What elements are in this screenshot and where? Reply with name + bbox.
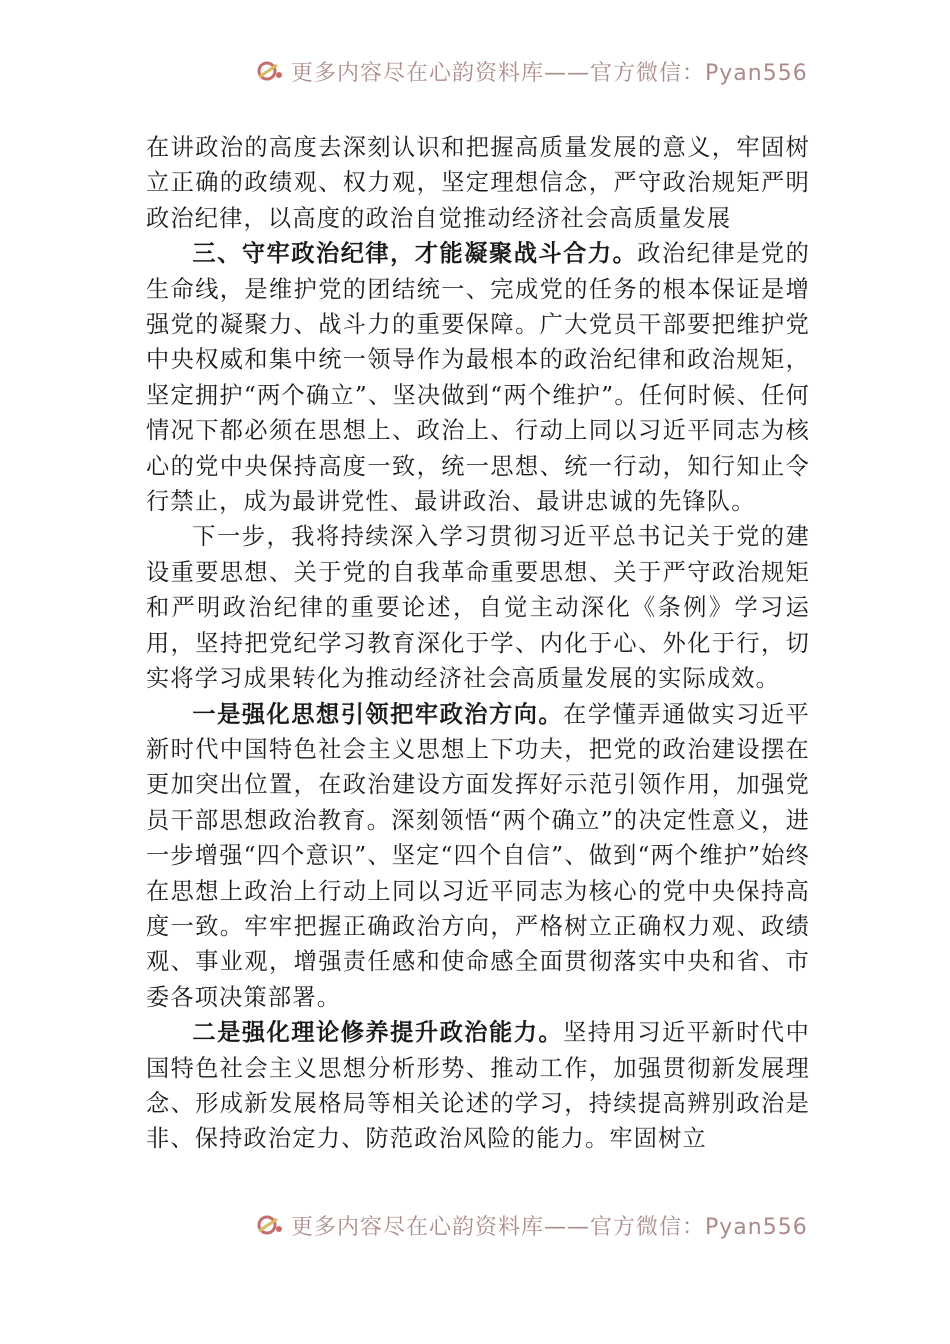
watermark-logo-icon [255, 1213, 285, 1237]
watermark-text: 更多内容尽在心韵资料库——官方微信：Pyan556 [291, 60, 808, 86]
paragraph-3-text: 下一步，我将持续深入学习贯彻习近平总书记关于党的建设重要思想、关于党的自我革命重要思想、关于严守政治规矩和严明政治纪律的重要论述，自觉主动深化《条例》学习运用，坚持把党纪学习教育深化于学、内化于心、外化于行，切实将学习成果转化为推动经济社会高质量发展的实际成效。 [146, 523, 810, 693]
paragraph-5 [146, 1015, 810, 1157]
paragraph-4-heading: 一是强化思想引领把牢政治方向。 [192, 700, 564, 728]
paragraph-3 [146, 519, 810, 696]
paragraph-5-text: 坚持用习近平新时代中国特色社会主义思想分析形势、推动工作，加强贯彻新发展理念、形成新发展格局等相关论述的学习，持续提高辨别政治是非、保持政治定力、防范政治风险的能力。牢固树立 [146, 1019, 811, 1153]
paragraph-5-heading: 二是强化理论修养提升政治能力。 [192, 1019, 564, 1047]
paragraph-1 [146, 130, 810, 236]
watermark-header [255, 56, 808, 86]
watermark-logo-icon [255, 59, 285, 83]
paragraph-2 [146, 236, 810, 519]
paragraph-4 [146, 697, 810, 1016]
paragraph-1-text: 在讲政治的高度去深刻认识和把握高质量发展的意义，牢固树立正确的政绩观、权力观，坚定理想信念，严守政治规矩严明政治纪律，以高度的政治自觉推动经济社会高质量发展 [146, 134, 810, 232]
paragraph-2-heading: 三、守牢政治纪律，才能凝聚战斗合力。 [192, 240, 638, 268]
watermark-text: 更多内容尽在心韵资料库——官方微信：Pyan556 [291, 1214, 808, 1240]
paragraph-4-text: 在学懂弄通做实习近平新时代中国特色社会主义思想上下功夫，把党的政治建设摆在更加突出位置，在政治建设方面发挥好示范引领作用，加强党员干部思想政治教育。深刻领悟“两个确立”的决定性意义，进一步增强“四个意识”、坚定“四个自信”、做到“两个维护”始终在思想上政治上行动上同以习近平同志为核心的党中央保持高度一致。牢牢把握正确政治方向，严格树立正确权力观、政绩观、事业观，增强责任感和使命感全面贯彻落实中央和省、市委各项决策部署。 [146, 700, 811, 1011]
watermark-footer [255, 1210, 808, 1240]
paragraph-2-text: 政治纪律是党的生命线，是维护党的团结统一、完成党的任务的根本保证是增强党的凝聚力、战斗力的重要保障。广大党员干部要把维护党中央权威和集中统一领导作为最根本的政治纪律和政治规矩，坚定拥护“两个确立”、坚决做到“两个维护”。任何时候、任何情况下都必须在思想上、政治上、行动上同以习近平同志为核心的党中央保持高度一致，统一思想、统一行动，知行知止令行禁止，成为最讲党性、最讲政治、最讲忠诚的先锋队。 [146, 240, 810, 516]
document-body [146, 130, 810, 1157]
